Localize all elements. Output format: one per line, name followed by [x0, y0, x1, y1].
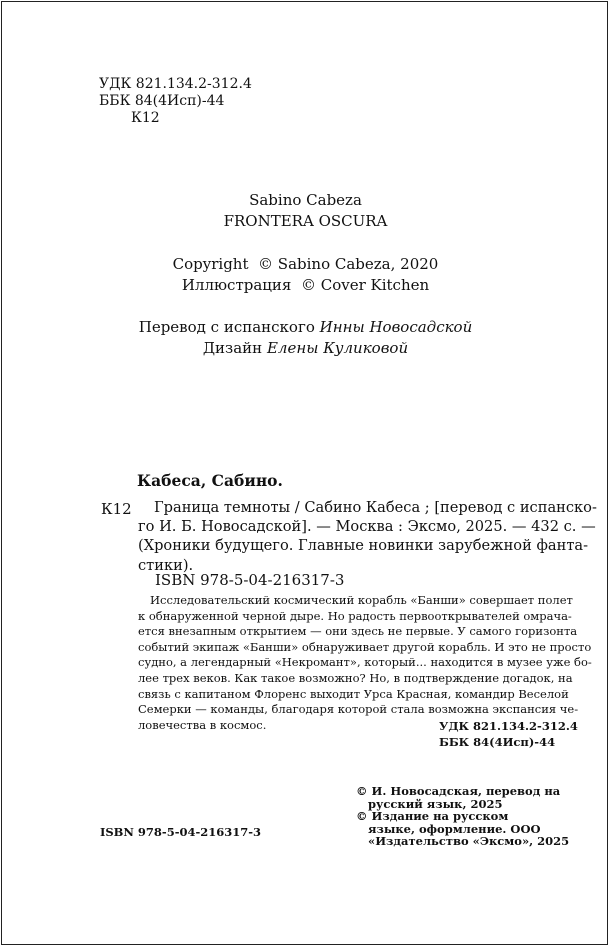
classification-codes-bottom — [439, 718, 578, 750]
annotation — [138, 593, 592, 733]
original-title: FRONTERA OSCURA — [223, 212, 388, 230]
copyright-line — [0, 254, 611, 275]
bibliography-heading: Кабеса, Сабино. — [137, 471, 283, 490]
annotation-line: судно, а легендарный «Некромант», который... находится в музее уже бо- — [138, 655, 592, 670]
udk-code-bottom: УДК 821.134.2-312.4 — [439, 719, 578, 733]
annotation-line: связь с капитаном Флоренс выходит Урса Красная, командир Веселой — [138, 686, 569, 701]
copyright-value: © Sabino Cabeza, 2020 — [258, 255, 439, 273]
copyright-block-line: языке, оформление. ООО — [368, 821, 541, 836]
translation-prefix: Перевод с испанского — [138, 318, 315, 336]
translation-credit — [0, 317, 611, 338]
translator-name: Инны Новосадской — [319, 318, 473, 336]
bibliography-isbn: ISBN 978-5-04-216317-3 — [155, 571, 345, 589]
copyright-block-line: © Издание на русском — [356, 809, 509, 824]
copyright-block-line: «Издательство «Эксмо», 2025 — [368, 834, 570, 849]
illustration-label: Иллюстрация — [181, 276, 292, 294]
design-credit — [0, 338, 611, 359]
author-mark: К12 — [131, 110, 160, 126]
copyright-label: Copyright — [172, 255, 249, 273]
design-prefix: Дизайн — [202, 339, 263, 357]
original-author: Sabino Cabeza — [249, 191, 362, 209]
bibliography-line: (Хроники будущего. Главные новинки зарубежной фанта- — [138, 537, 589, 555]
copyright-block — [356, 785, 569, 848]
udk-code: УДК 821.134.2-312.4 — [99, 76, 252, 92]
copyright-block-line: русский язык, 2025 — [368, 796, 503, 811]
designer-name: Елены Куликовой — [266, 339, 409, 357]
bibliography-line: го И. Б. Новосадской]. — Москва : Эксмо, 2025. — 432 с. — — [138, 518, 596, 536]
annotation-line: ется внезапным открытием — они здесь не первые. У самого горизонта — [138, 624, 578, 639]
bibliography-description — [138, 498, 597, 575]
bibliography-line: Граница темноты / Сабино Кабеса ; [перевод с испанско- — [154, 499, 597, 516]
annotation-line: лее трех веков. Как такое возможно? Но, в подтверждение догадок, на — [138, 670, 573, 685]
annotation-line: к обнаруженной черной дыре. Но радость первооткрывателей омрача- — [138, 608, 572, 623]
illustration-line — [0, 275, 611, 296]
annotation-line: ловечества в космос. — [138, 717, 267, 732]
bibliography-line: стики). — [138, 556, 194, 574]
bibliography-mark: К12 — [101, 500, 132, 518]
annotation-line: событий экипаж «Банши» обнаруживает другой корабль. И это не просто — [138, 639, 592, 654]
annotation-line: Исследовательский космический корабль «Банши» совершает полет — [150, 593, 573, 607]
annotation-line: Семерки — команды, благодаря которой стала возможна экспансия че- — [138, 702, 579, 717]
isbn-bottom: ISBN 978-5-04-216317-3 — [100, 825, 262, 839]
copyright-block-line: © И. Новосадская, перевод на — [356, 784, 561, 798]
illustration-value: © Cover Kitchen — [300, 276, 430, 294]
bbk-code-bottom: ББК 84(4Исп)-44 — [439, 735, 556, 749]
bbk-code: ББК 84(4Исп)-44 — [99, 93, 225, 109]
classification-codes-top — [99, 76, 252, 127]
